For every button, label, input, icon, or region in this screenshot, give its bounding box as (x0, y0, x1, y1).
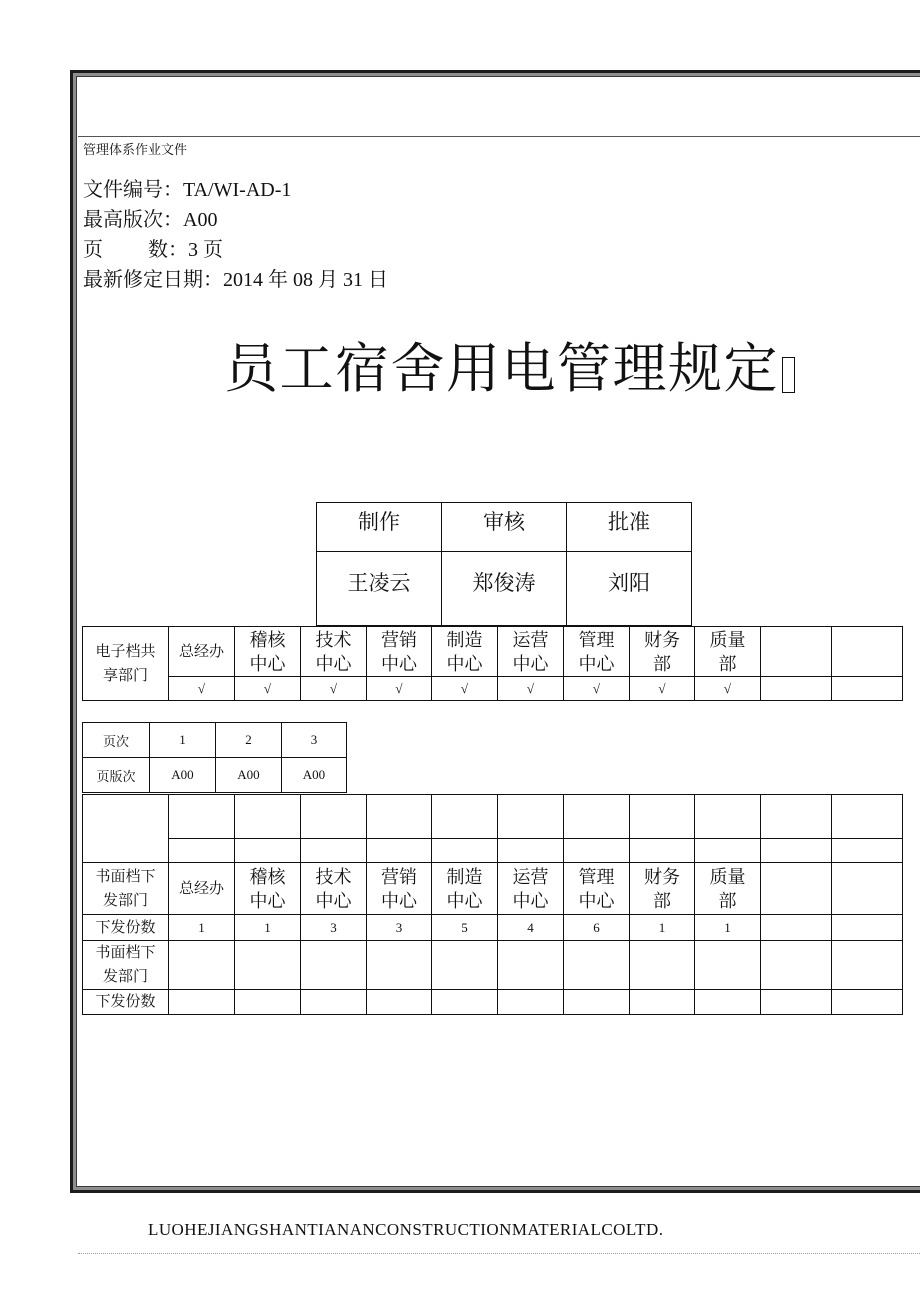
distribution-body (83, 795, 903, 1015)
page-count-label: 页 数： (83, 239, 188, 261)
distribution-department-cell: 质量部 (695, 863, 761, 915)
distribution-count-cell: 4 (498, 915, 564, 941)
page-number-row (83, 723, 347, 758)
revised-date-line (83, 265, 388, 295)
electronic-share-body (83, 627, 903, 701)
distribution-blank-row (83, 839, 903, 863)
distribution-blank-label (83, 795, 169, 863)
distribution-department-cell (367, 941, 432, 990)
distribution-department-cell (235, 941, 301, 990)
distribution-blank-cell (301, 795, 367, 839)
company-footer: LUOHEJIANGSHANTIANANCONSTRUCTIONMATERIALCOLTD. (148, 1220, 664, 1239)
distribution-count-cell (832, 990, 903, 1015)
distribution-blank-cell (235, 795, 301, 839)
eshare-department-cell: 制造中心 (432, 627, 498, 677)
distribution-department-cell (761, 941, 832, 990)
distribution-count-cell (630, 990, 695, 1015)
eshare-department-cell: 运营中心 (498, 627, 564, 677)
page-number-cell: 1 (150, 723, 216, 758)
distribution-department-cell: 总经办 (169, 863, 235, 915)
distribution-count-cell (301, 990, 367, 1015)
electronic-share-table (82, 626, 903, 701)
eshare-department-cell: 财务部 (630, 627, 695, 677)
signoff-name-prepared: 王凌云 (317, 552, 442, 626)
distribution-count-cell: 1 (630, 915, 695, 941)
doc-number-label: 文件编号： (83, 179, 183, 201)
distribution-blank-cell (564, 839, 630, 863)
distribution-department-cell (564, 941, 630, 990)
distribution-department-cell (301, 941, 367, 990)
distribution-department-cell: 运营中心 (498, 863, 564, 915)
distribution-count-cell (761, 915, 832, 941)
distribution-blank-cell (761, 839, 832, 863)
eshare-department-cell: 技术中心 (301, 627, 367, 677)
distribution-count-cell: 1 (235, 915, 301, 941)
eshare-check-cell: √ (169, 677, 235, 701)
page-number-cell: 2 (216, 723, 282, 758)
distribution-blank-cell (498, 795, 564, 839)
page-count-line (83, 235, 388, 265)
header-divider (78, 136, 920, 137)
distribution-blank-cell (695, 839, 761, 863)
distribution-count-cell (169, 990, 235, 1015)
distribution-department-cell (432, 941, 498, 990)
eshare-department-cell: 质量部 (695, 627, 761, 677)
distribution-department-cell: 稽核中心 (235, 863, 301, 915)
distribution-count-cell (498, 990, 564, 1015)
distribution-blank-cell (832, 795, 903, 839)
distribution-department-cell: 技术中心 (301, 863, 367, 915)
distribution-department-row (83, 863, 903, 915)
distribution-blank-cell (432, 839, 498, 863)
distribution-blank-cell (367, 795, 432, 839)
distribution-blank-cell (564, 795, 630, 839)
signoff-table (316, 502, 692, 626)
page-version-cell: A00 (282, 758, 347, 793)
distribution-count-cell (432, 990, 498, 1015)
distribution-count-cell: 1 (695, 915, 761, 941)
distribution-count-cell (235, 990, 301, 1015)
management-system-label: 管理体系作业文件 (83, 142, 188, 157)
revised-date-label: 最新修定日期： (83, 269, 223, 291)
page-version-cell: A00 (216, 758, 282, 793)
distribution-department-cell (630, 941, 695, 990)
eshare-check-cell: √ (235, 677, 301, 701)
distribution-count-row (83, 990, 903, 1015)
distribution-blank-cell (367, 839, 432, 863)
max-version-line (83, 205, 388, 235)
distribution-department-cell (169, 941, 235, 990)
eshare-department-cell: 营销中心 (367, 627, 432, 677)
distribution-blank-cell (235, 839, 301, 863)
distribution-department-cell (761, 863, 832, 915)
distribution-department-cell: 财务部 (630, 863, 695, 915)
eshare-check-cell (832, 677, 903, 701)
revised-date-value: 2014 年 08 月 31 日 (223, 269, 388, 291)
distribution-blank-cell (630, 795, 695, 839)
distribution-blank-cell (301, 839, 367, 863)
distribution-department-label: 书面档下发部门 (83, 941, 169, 990)
distribution-blank-cell (630, 839, 695, 863)
page-number-cell: 3 (282, 723, 347, 758)
eshare-check-cell: √ (564, 677, 630, 701)
distribution-blank-cell (761, 795, 832, 839)
eshare-department-cell: 管理中心 (564, 627, 630, 677)
eshare-check-cell: √ (630, 677, 695, 701)
distribution-count-cell: 5 (432, 915, 498, 941)
document-title-text: 员工宿舍用电管理规定 (224, 339, 779, 399)
eshare-row-label: 电子档共享部门 (83, 627, 169, 701)
document-title (224, 336, 795, 402)
page-version-label: 页版次 (83, 758, 150, 793)
distribution-blank-cell (832, 839, 903, 863)
eshare-department-cell: 总经办 (169, 627, 235, 677)
eshare-department-cell (832, 627, 903, 677)
eshare-check-cell: √ (301, 677, 367, 701)
distribution-count-cell (761, 990, 832, 1015)
signoff-name-approved: 刘阳 (567, 552, 692, 626)
footer-dotted-divider (78, 1253, 920, 1254)
distribution-department-cell: 管理中心 (564, 863, 630, 915)
distribution-count-cell: 3 (301, 915, 367, 941)
distribution-department-cell (832, 941, 903, 990)
signoff-name-reviewed: 郑俊涛 (442, 552, 567, 626)
eshare-check-cell (761, 677, 832, 701)
distribution-count-cell (367, 990, 432, 1015)
page-version-cell: A00 (150, 758, 216, 793)
page-version-row (83, 758, 347, 793)
max-version-value: A00 (183, 209, 218, 231)
page-number-label: 页次 (83, 723, 150, 758)
distribution-table (82, 794, 903, 1015)
distribution-count-cell: 1 (169, 915, 235, 941)
distribution-count-cell (695, 990, 761, 1015)
distribution-count-cell: 6 (564, 915, 630, 941)
distribution-department-row (83, 941, 903, 990)
eshare-check-cell: √ (695, 677, 761, 701)
distribution-department-cell: 营销中心 (367, 863, 432, 915)
signoff-header-row (317, 503, 692, 552)
eshare-check-row (83, 677, 903, 701)
distribution-blank-row (83, 795, 903, 839)
distribution-blank-cell (169, 839, 235, 863)
eshare-department-row (83, 627, 903, 677)
eshare-department-cell (761, 627, 832, 677)
distribution-blank-cell (498, 839, 564, 863)
doc-number-value: TA/WI-AD-1 (183, 179, 292, 201)
distribution-count-cell (564, 990, 630, 1015)
eshare-department-cell: 稽核中心 (235, 627, 301, 677)
distribution-department-cell: 制造中心 (432, 863, 498, 915)
distribution-department-label: 书面档下发部门 (83, 863, 169, 915)
distribution-blank-cell (432, 795, 498, 839)
distribution-count-label: 下发份数 (83, 990, 169, 1015)
distribution-department-cell (498, 941, 564, 990)
eshare-check-cell: √ (498, 677, 564, 701)
page-version-table (82, 722, 347, 793)
page-count-value: 3 页 (188, 239, 223, 261)
signoff-header-reviewed: 审核 (442, 503, 567, 552)
eshare-check-cell: √ (367, 677, 432, 701)
distribution-department-cell (832, 863, 903, 915)
distribution-count-cell: 3 (367, 915, 432, 941)
distribution-count-cell (832, 915, 903, 941)
distribution-blank-cell (169, 795, 235, 839)
distribution-blank-cell (695, 795, 761, 839)
doc-number-line (83, 175, 388, 205)
max-version-label: 最高版次： (83, 209, 183, 231)
signoff-names-row (317, 552, 692, 626)
distribution-count-row (83, 915, 903, 941)
distribution-department-cell (695, 941, 761, 990)
signoff-header-prepared: 制作 (317, 503, 442, 552)
signoff-header-approved: 批准 (567, 503, 692, 552)
document-info (83, 175, 388, 295)
distribution-count-label: 下发份数 (83, 915, 169, 941)
missing-glyph-box (782, 357, 795, 393)
eshare-check-cell: √ (432, 677, 498, 701)
